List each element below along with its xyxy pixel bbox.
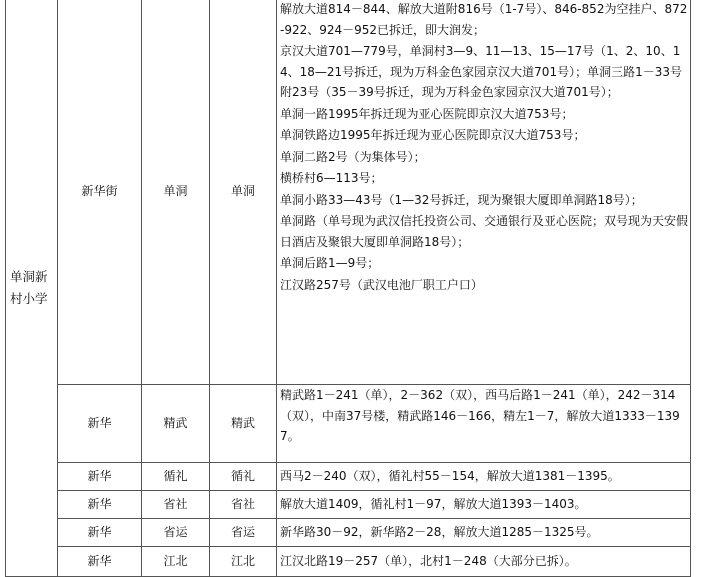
community-name: 单洞: [163, 184, 188, 199]
address-cell: [277, 491, 691, 519]
street-cell: [58, 519, 142, 547]
area-cell: [210, 385, 277, 463]
area-name: 省运: [230, 525, 255, 540]
address-cell: [277, 519, 691, 547]
address-line: 精武路1－241（单），2－362（双），西马后路1－241（单），242－314（双），中南37号楼，精武路146－166，精左1－7，解放大道1333－1397。: [280, 388, 680, 443]
table-row: [6, 547, 691, 577]
community-cell: [142, 385, 210, 463]
address-line: 京汉大道701—779号，单洞村3—9、11—13、15—17号（1、2、10、14、18—21号拆迁，现为万科金色家园京汉大道701号）；单洞三路1－33号附23号（35－39号拆迁，现为万科金色家园京汉大道701号）；: [280, 44, 682, 99]
area-cell: [210, 0, 277, 385]
community-name: 省社: [163, 497, 188, 512]
address-line: 单洞二路2号（为集体号）；: [280, 149, 426, 164]
area-name: 江北: [230, 554, 255, 569]
address-line: 单洞铁路边1995年拆迁现为亚心医院即京汉大道753号；: [280, 128, 586, 142]
address-cell: [277, 0, 691, 385]
area-cell: [210, 463, 277, 491]
street-cell: [58, 491, 142, 519]
address-line: 西马2－240（双），循礼村55－154，解放大道1381－1395。: [280, 469, 620, 484]
school-name: 单洞新村小学: [10, 268, 48, 306]
table-row: [6, 519, 691, 547]
street-name: 新华街: [81, 184, 118, 199]
area-name: 省社: [230, 497, 255, 512]
area-name: 精武: [230, 416, 255, 431]
table-row: [6, 463, 691, 491]
community-cell: [142, 0, 210, 385]
community-name: 省运: [163, 525, 188, 540]
street-name: 新华: [87, 416, 112, 431]
school-district-table: [5, 0, 691, 577]
address-line: 解放大道1409，循礼村1－97，解放大道1393－1403。: [280, 497, 587, 512]
address-cell: [277, 547, 691, 577]
community-name: 循礼: [163, 469, 188, 484]
school-name-cell: [6, 0, 58, 577]
community-cell: [142, 547, 210, 577]
table-row: [6, 385, 691, 463]
community-cell: [142, 519, 210, 547]
address-line: 江汉路257号（武汉电池厂职工户口）: [280, 277, 483, 292]
address-line: 江汉北路19－257（单），北村1－248（大部分已拆）。: [280, 554, 577, 569]
area-name: 循礼: [230, 469, 255, 484]
address-line: 新华路30－92，新华路2－28，解放大道1285－1325号。: [280, 525, 599, 540]
area-cell: [210, 519, 277, 547]
area-cell: [210, 491, 277, 519]
address-line: 单洞一路1995年拆迁现为亚心医院即京汉大道753号；: [280, 106, 574, 121]
table-row: [6, 0, 691, 385]
area-cell: [210, 547, 277, 577]
address-cell: [277, 463, 691, 491]
address-line: 单洞小路33—43号（1—32号拆迁，现为聚银大厦即单洞路18号）；: [280, 192, 643, 207]
street-cell: [58, 547, 142, 577]
address-line: 解放大道814－844、解放大道附816号（1-7号）、846-852为空挂户、872-922、924－952已拆迁，即大润发；: [280, 2, 688, 37]
address-line: 横桥村6—113号；: [280, 171, 383, 185]
table-row: [6, 491, 691, 519]
street-cell: [58, 463, 142, 491]
area-name: 单洞: [230, 184, 255, 199]
street-name: 新华: [87, 469, 112, 484]
community-cell: [142, 491, 210, 519]
community-name: 江北: [163, 554, 188, 569]
community-cell: [142, 463, 210, 491]
street-cell: [58, 0, 142, 385]
street-name: 新华: [87, 497, 112, 512]
street-name: 新华: [87, 554, 112, 569]
address-cell: [277, 385, 691, 463]
address-line: 单洞后路1—9号；: [280, 256, 380, 270]
street-name: 新华: [87, 525, 112, 540]
address-line: 单洞路（单号现为武汉信托投资公司、交通银行及亚心医院；双号现为天安假日酒店及聚银大厦即单洞路18号）；: [280, 214, 689, 249]
street-cell: [58, 385, 142, 463]
community-name: 精武: [163, 416, 188, 431]
